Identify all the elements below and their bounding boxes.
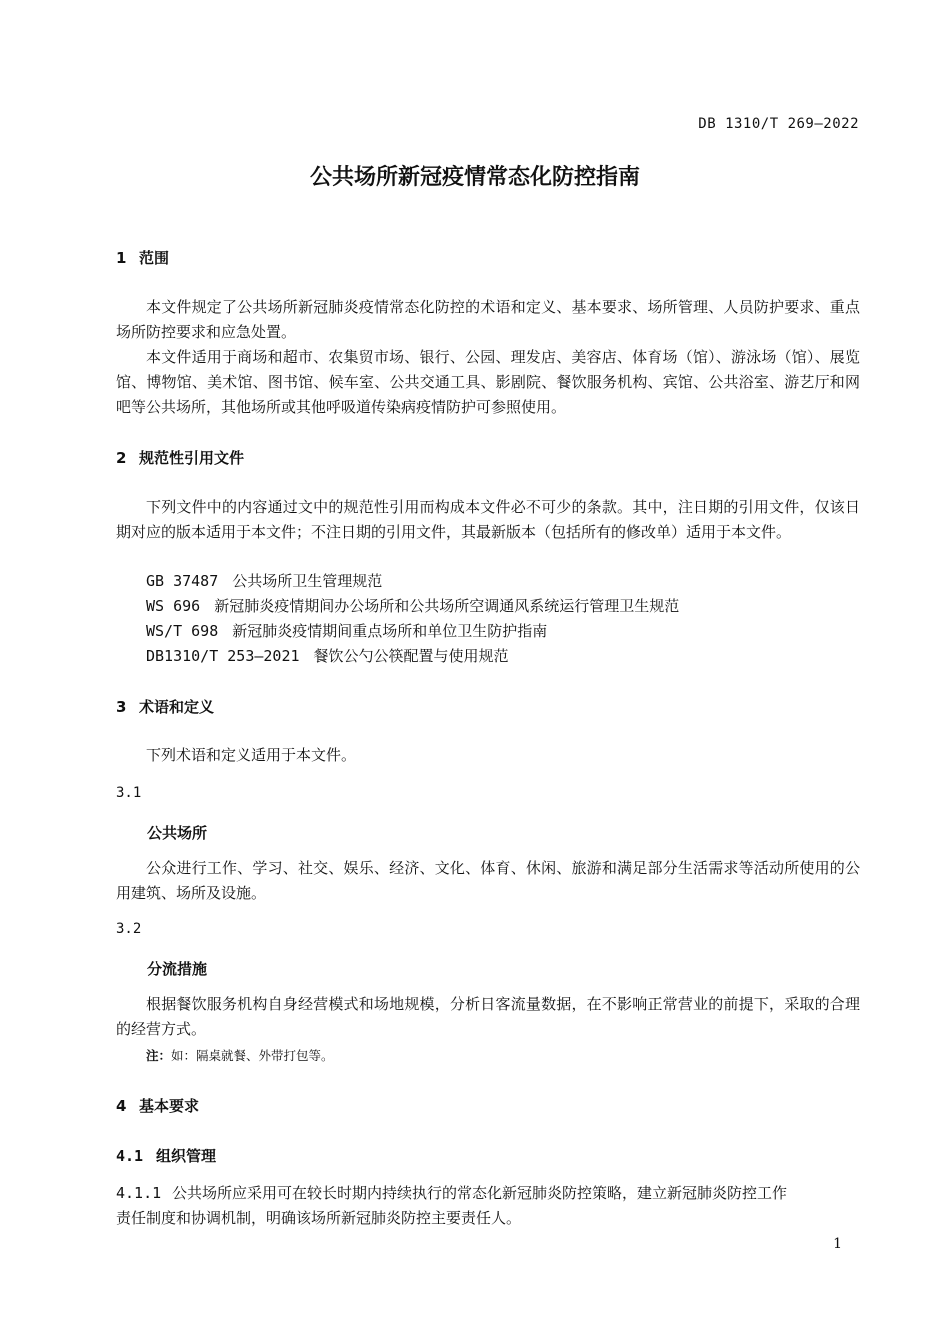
section-title: 范围 [139,249,170,267]
term-definition: 根据餐饮服务机构自身经营模式和场地规模，分析日客流量数据，在不影响正常营业的前提下，采取的合理的经营方式。 [116,995,860,1038]
reference-code: GB 37487 [146,572,219,590]
subsection-heading [116,1145,216,1166]
reference-item [146,620,547,641]
note-text: 如：隔桌就餐、外带打包等。 [171,1048,334,1063]
term-number: 3.2 [116,921,142,937]
section-number: 4 [116,1097,127,1115]
section-3-intro: 下列术语和定义适用于本文件。 [146,746,357,764]
term-note [146,1046,334,1064]
section-title: 术语和定义 [139,698,215,716]
clause-4-1-1 [116,1182,787,1203]
clause-number: 4.1.1 [116,1184,162,1202]
subsection-number: 4.1 [116,1147,144,1165]
note-label: 注： [146,1048,172,1063]
reference-code: WS 696 [146,597,201,615]
reference-title: 新冠肺炎疫情期间办公场所和公共场所空调通风系统运行管理卫生规范 [214,597,680,615]
clause-text: 公共场所应采用可在较长时期内持续执行的常态化新冠肺炎防控策略，建立新冠肺炎防控工作 [172,1184,788,1202]
section-number: 2 [116,449,127,467]
reference-title: 公共场所卫生管理规范 [232,572,383,590]
section-number: 1 [116,249,127,267]
term-name: 公共场所 [147,824,208,842]
section-title: 规范性引用文件 [139,449,245,467]
section-1-paragraph-1: 本文件规定了公共场所新冠肺炎疫情常态化防控的术语和定义、基本要求、场所管理、人员防护要求、重点场所防控要求和应急处置。 [116,298,860,341]
reference-code: DB1310/T 253—2021 [146,647,300,665]
section-1-heading [116,247,169,268]
subsection-title: 组织管理 [156,1147,217,1165]
term-definition: 公众进行工作、学习、社交、娱乐、经济、文化、体育、休闲、旅游和满足部分生活需求等活动所使用的公用建筑、场所及设施。 [116,859,860,902]
section-4-heading [116,1095,199,1116]
term-name: 分流措施 [147,960,208,978]
reference-title: 餐饮公勺公筷配置与使用规范 [313,647,509,665]
reference-title: 新冠肺炎疫情期间重点场所和单位卫生防护指南 [232,622,548,640]
section-2-intro: 下列文件中的内容通过文中的规范性引用而构成本文件必不可少的条款。其中，注日期的引用文件，仅该日期对应的版本适用于本文件；不注日期的引用文件，其最新版本（包括所有的修改单）适用于本文件。 [116,498,860,541]
reference-code: WS/T 698 [146,622,219,640]
section-2-heading [116,447,244,468]
section-3-heading [116,696,214,717]
reference-item [146,595,679,616]
section-title: 基本要求 [139,1097,200,1115]
reference-item [146,570,382,591]
section-1-paragraph-2: 本文件适用于商场和超市、农集贸市场、银行、公园、理发店、美容店、体育场（馆）、游泳场（馆）、展览馆、博物馆、美术馆、图书馆、候车室、公共交通工具、影剧院、餐饮服务机构、宾馆、公共浴室、游艺厅和网吧等公共场所，其他场所或其他呼吸道传染病疫情防护可参照使用。 [116,348,860,416]
section-number: 3 [116,698,127,716]
clause-4-1-1-continued: 责任制度和协调机制，明确该场所新冠肺炎防控主要责任人。 [116,1209,522,1227]
standard-code: DB 1310/T 269—2022 [698,116,859,132]
term-number: 3.1 [116,785,142,801]
document-title: 公共场所新冠疫情常态化防控指南 [309,165,640,190]
page-number: 1 [833,1236,842,1252]
reference-item [146,645,509,666]
